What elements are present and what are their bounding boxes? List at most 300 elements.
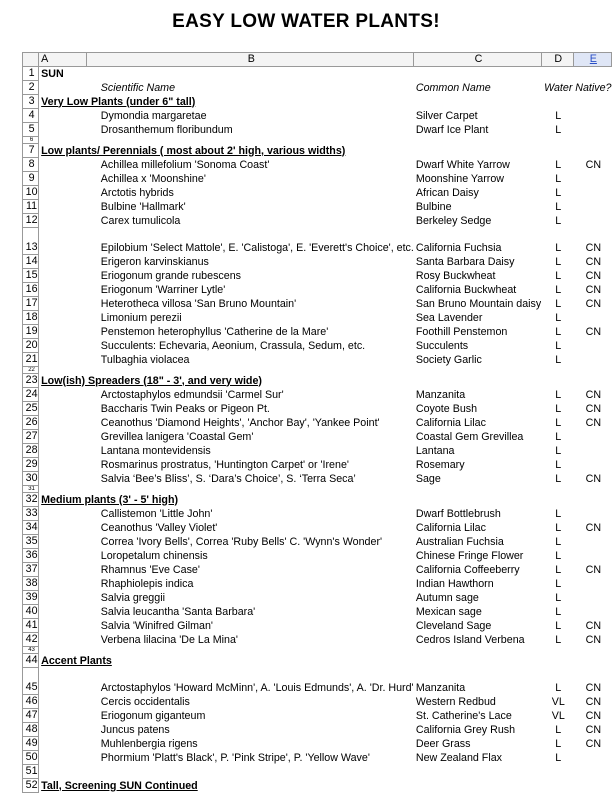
scientific-name-cell[interactable]: Phormium 'Platt's Black', P. 'Pink Stripe', P. 'Yellow Wave' xyxy=(100,751,370,764)
water-cell[interactable]: L xyxy=(555,388,562,401)
row-number[interactable]: 11 xyxy=(23,200,39,214)
sheet-row xyxy=(23,486,612,493)
common-name-cell[interactable]: Autumn sage xyxy=(415,591,479,604)
scientific-name-cell[interactable]: Tulbaghia violacea xyxy=(100,353,190,366)
empty-cell[interactable] xyxy=(87,137,414,144)
water-cell[interactable]: L xyxy=(555,416,562,429)
common-name-cell[interactable]: Manzanita xyxy=(415,681,466,694)
native-cell[interactable]: CN xyxy=(585,283,602,296)
cell-a[interactable] xyxy=(39,374,612,388)
row-number[interactable]: 13 xyxy=(23,228,39,255)
cell-a[interactable] xyxy=(39,255,87,269)
row-number[interactable]: 1 xyxy=(23,67,39,81)
scientific-name-cell[interactable]: Achillea millefolium 'Sonoma Coast' xyxy=(100,158,270,171)
scientific-name-cell[interactable]: Muhlenbergia rigens xyxy=(100,737,198,750)
cell-a[interactable] xyxy=(39,633,87,647)
water-cell[interactable]: L xyxy=(555,521,562,534)
scientific-name-cell[interactable]: Rhamnus 'Eve Case' xyxy=(100,563,200,576)
row-number[interactable]: 2 xyxy=(23,81,39,95)
cell-a[interactable] xyxy=(39,95,612,109)
scientific-name-cell[interactable]: Cercis occidentalis xyxy=(100,695,190,708)
empty-cell[interactable] xyxy=(39,367,87,374)
row-number[interactable]: 7 xyxy=(23,144,39,158)
cell-a[interactable] xyxy=(39,214,87,228)
common-name-cell[interactable]: Western Redbud xyxy=(415,695,496,708)
cell-a[interactable] xyxy=(39,144,612,158)
water-cell[interactable]: L xyxy=(555,723,562,736)
cell-a[interactable] xyxy=(39,353,87,367)
common-name-cell[interactable]: San Bruno Mountain daisy xyxy=(415,297,542,310)
row-number[interactable]: 15 xyxy=(23,269,39,283)
sheet-row xyxy=(23,507,612,521)
cell-a[interactable] xyxy=(39,200,87,214)
cell-a[interactable] xyxy=(39,521,87,535)
row-number[interactable]: 3 xyxy=(23,95,39,109)
row-number[interactable]: 37 xyxy=(23,563,39,577)
sheet-row xyxy=(23,647,612,654)
scientific-name-cell[interactable]: Ceanothus 'Valley Violet' xyxy=(100,521,218,534)
water-cell[interactable]: L xyxy=(555,737,562,750)
empty-cell[interactable] xyxy=(414,647,541,654)
row-number[interactable]: 38 xyxy=(23,577,39,591)
row-number[interactable]: 28 xyxy=(23,444,39,458)
row-number[interactable]: 16 xyxy=(23,283,39,297)
column-header-e[interactable]: E xyxy=(573,53,611,67)
scientific-name-cell[interactable]: Carex tumulicola xyxy=(100,214,181,227)
empty-cell[interactable] xyxy=(87,486,414,493)
native-cell[interactable] xyxy=(573,458,611,472)
cell-a[interactable] xyxy=(39,723,87,737)
cell-a[interactable] xyxy=(39,472,87,486)
native-cell[interactable] xyxy=(573,214,611,228)
water-cell[interactable]: L xyxy=(555,255,562,268)
cell-a[interactable] xyxy=(39,737,87,751)
scientific-name-cell[interactable]: Loropetalum chinensis xyxy=(100,549,208,562)
cell-a[interactable] xyxy=(39,311,87,325)
cell-a[interactable] xyxy=(39,172,87,186)
native-cell[interactable]: CN xyxy=(585,723,602,736)
scientific-name-cell[interactable]: Lantana montevidensis xyxy=(100,444,211,457)
row-number[interactable]: 36 xyxy=(23,549,39,563)
native-cell[interactable]: CN xyxy=(585,269,602,282)
cell-a[interactable] xyxy=(39,591,87,605)
water-cell[interactable]: VL xyxy=(551,695,565,708)
water-cell[interactable]: L xyxy=(555,214,562,227)
cell-a[interactable] xyxy=(39,228,87,255)
common-name-cell[interactable]: Australian Fuchsia xyxy=(415,535,504,548)
sheet-row xyxy=(23,67,612,81)
row-number[interactable]: 45 xyxy=(23,668,39,695)
cell-a[interactable] xyxy=(39,444,87,458)
common-name-cell[interactable]: Rosy Buckwheat xyxy=(415,269,496,282)
cell-a[interactable] xyxy=(39,577,87,591)
empty-cell[interactable] xyxy=(39,137,87,144)
row-number[interactable]: 29 xyxy=(23,458,39,472)
empty-cell[interactable] xyxy=(87,765,414,779)
empty-cell[interactable] xyxy=(541,765,573,779)
sheet-row xyxy=(23,200,612,214)
common-name-cell[interactable]: Silver Carpet xyxy=(415,109,478,122)
native-cell[interactable] xyxy=(573,353,611,367)
row-number[interactable]: 30 xyxy=(23,472,39,486)
cell-a[interactable] xyxy=(39,695,87,709)
water-cell[interactable]: L xyxy=(555,158,562,171)
water-cell[interactable]: L xyxy=(555,591,562,604)
scientific-name-cell[interactable]: Rosmarinus prostratus, 'Huntington Carpet' or 'Irene' xyxy=(100,458,349,471)
scientific-name-cell[interactable]: Arctostaphylos 'Howard McMinn', A. 'Louis Edmunds', A. 'Dr. Hurd' xyxy=(100,681,414,694)
row-number[interactable]: 34 xyxy=(23,521,39,535)
water-cell[interactable]: L xyxy=(555,681,562,694)
scientific-name-cell[interactable]: Callistemon 'Little John' xyxy=(100,507,213,520)
cell-a[interactable] xyxy=(39,402,87,416)
row-number[interactable]: 4 xyxy=(23,109,39,123)
water-cell[interactable]: L xyxy=(555,633,562,646)
water-cell[interactable]: VL xyxy=(551,709,565,722)
native-cell[interactable]: CN xyxy=(585,388,602,401)
cell-a[interactable] xyxy=(39,493,612,507)
common-name-cell[interactable]: California Fuchsia xyxy=(415,241,502,254)
row-number[interactable]: 39 xyxy=(23,591,39,605)
cell-a[interactable] xyxy=(39,158,87,172)
native-cell[interactable] xyxy=(573,591,611,605)
cell-a[interactable] xyxy=(39,535,87,549)
scientific-name-cell[interactable]: Arctotis hybrids xyxy=(100,186,174,199)
cell-a[interactable] xyxy=(39,605,87,619)
scientific-name-cell[interactable]: Drosanthemum floribundum xyxy=(100,123,233,136)
select-all-corner[interactable] xyxy=(23,53,39,67)
water-cell[interactable]: L xyxy=(555,402,562,415)
empty-cell[interactable] xyxy=(414,137,541,144)
row-number[interactable]: 32 xyxy=(23,493,39,507)
row-number[interactable]: 19 xyxy=(23,325,39,339)
sheet-row xyxy=(23,109,612,123)
water-cell[interactable]: L xyxy=(555,311,562,324)
native-cell[interactable] xyxy=(573,200,611,214)
common-name-header[interactable]: Common Name xyxy=(415,81,491,94)
water-cell[interactable]: L xyxy=(555,172,562,185)
scientific-name-cell[interactable]: Succulents: Echevaria, Aeonium, Crassula, Sedum, etc. xyxy=(100,339,366,352)
common-name-cell[interactable]: Indian Hawthorn xyxy=(415,577,494,590)
row-number[interactable]: 10 xyxy=(23,186,39,200)
row-number[interactable]: 46 xyxy=(23,695,39,709)
scientific-name-cell[interactable]: Eriogonum grande rubescens xyxy=(100,269,241,282)
native-header[interactable]: Native? xyxy=(575,81,612,94)
cell-a[interactable] xyxy=(39,549,87,563)
water-cell[interactable]: L xyxy=(555,186,562,199)
water-cell[interactable]: L xyxy=(555,430,562,443)
empty-cell[interactable] xyxy=(573,647,611,654)
row-number[interactable]: 5 xyxy=(23,123,39,137)
water-cell[interactable]: L xyxy=(555,109,562,122)
scientific-name-cell[interactable]: Erigeron karvinskianus xyxy=(100,255,209,268)
water-cell[interactable]: L xyxy=(555,535,562,548)
native-cell[interactable]: CN xyxy=(585,563,602,576)
row-number[interactable]: 42 xyxy=(23,633,39,647)
row-number[interactable]: 51 xyxy=(23,765,39,779)
row-number[interactable]: 21 xyxy=(23,353,39,367)
native-cell[interactable]: CN xyxy=(585,255,602,268)
column-header-b[interactable]: B xyxy=(87,53,414,67)
cell-a[interactable] xyxy=(39,67,612,81)
common-name-cell[interactable]: Foothill Penstemon xyxy=(415,325,508,338)
row-number[interactable]: 27 xyxy=(23,430,39,444)
column-header-a[interactable]: A xyxy=(39,53,87,67)
scientific-name-cell[interactable]: Salvia ‘Bee’s Bliss’, S. ‘Dara’s Choice’, S. ‘Terra Seca’ xyxy=(100,472,356,485)
scientific-name-cell[interactable]: Rhaphiolepis indica xyxy=(100,577,194,590)
water-cell[interactable]: L xyxy=(555,563,562,576)
common-name-cell[interactable]: Society Garlic xyxy=(415,353,482,366)
scientific-name-cell[interactable]: Dymondia margaretae xyxy=(100,109,207,122)
cell-a[interactable] xyxy=(39,339,87,353)
water-cell[interactable]: L xyxy=(555,619,562,632)
water-cell[interactable]: L xyxy=(555,472,562,485)
scientific-name-cell[interactable]: Verbena lilacina 'De La Mina' xyxy=(100,633,238,646)
native-cell[interactable] xyxy=(573,311,611,325)
common-name-cell[interactable]: Santa Barbara Daisy xyxy=(415,255,515,268)
common-name-cell[interactable]: Manzanita xyxy=(415,388,466,401)
cell-a[interactable] xyxy=(39,751,87,765)
cell-a[interactable] xyxy=(39,654,612,668)
cell-a[interactable] xyxy=(39,186,87,200)
water-cell[interactable]: L xyxy=(555,241,562,254)
native-cell[interactable] xyxy=(573,123,611,137)
common-name-cell[interactable]: St. Catherine's Lace xyxy=(415,709,512,722)
common-name-cell[interactable]: Deer Grass xyxy=(415,737,471,750)
empty-cell[interactable] xyxy=(414,367,541,374)
native-cell[interactable] xyxy=(573,507,611,521)
water-cell[interactable]: L xyxy=(555,458,562,471)
scientific-name-cell[interactable]: Eriogonum 'Warriner Lytle' xyxy=(100,283,226,296)
row-number[interactable]: 14 xyxy=(23,255,39,269)
native-cell[interactable]: CN xyxy=(585,633,602,646)
empty-cell[interactable] xyxy=(573,486,611,493)
row-number[interactable]: 17 xyxy=(23,297,39,311)
cell-a[interactable] xyxy=(39,269,87,283)
native-cell[interactable] xyxy=(573,339,611,353)
row-number[interactable]: 50 xyxy=(23,751,39,765)
common-name-cell[interactable]: Coyote Bush xyxy=(415,402,478,415)
common-name-cell[interactable]: Coastal Gem Grevillea xyxy=(415,430,524,443)
common-name-cell[interactable]: Berkeley Sedge xyxy=(415,214,492,227)
row-number[interactable]: 18 xyxy=(23,311,39,325)
common-name-cell[interactable]: Succulents xyxy=(415,339,469,352)
common-name-cell[interactable]: New Zealand Flax xyxy=(415,751,502,764)
common-name-cell[interactable]: Dwarf White Yarrow xyxy=(415,158,510,171)
common-name-cell[interactable]: Bulbine xyxy=(415,200,452,213)
native-cell[interactable] xyxy=(573,577,611,591)
native-cell[interactable] xyxy=(573,430,611,444)
row-number[interactable]: 24 xyxy=(23,388,39,402)
native-cell[interactable] xyxy=(573,535,611,549)
common-name-cell[interactable]: California Grey Rush xyxy=(415,723,516,736)
empty-cell[interactable] xyxy=(414,486,541,493)
row-number[interactable]: 25 xyxy=(23,402,39,416)
water-cell[interactable]: L xyxy=(555,325,562,338)
scientific-name-cell[interactable]: Salvia leucantha 'Santa Barbara' xyxy=(100,605,256,618)
empty-cell[interactable] xyxy=(87,367,414,374)
row-number[interactable]: 33 xyxy=(23,507,39,521)
empty-cell[interactable] xyxy=(39,486,87,493)
common-name-cell[interactable]: Lantana xyxy=(415,444,455,457)
native-cell[interactable]: CN xyxy=(585,241,602,254)
cell-a[interactable] xyxy=(39,458,87,472)
row-number[interactable]: 26 xyxy=(23,416,39,430)
cell-a[interactable] xyxy=(39,388,87,402)
water-cell[interactable]: L xyxy=(555,577,562,590)
scientific-name-cell[interactable]: Baccharis Twin Peaks or Pigeon Pt. xyxy=(100,402,270,415)
native-cell[interactable]: CN xyxy=(585,681,602,694)
sheet-row xyxy=(23,737,612,751)
native-cell[interactable]: CN xyxy=(585,737,602,750)
sheet-row xyxy=(23,374,612,388)
cell-a[interactable] xyxy=(39,325,87,339)
scientific-name-cell[interactable]: Ceanothus 'Diamond Heights', 'Anchor Bay', 'Yankee Point' xyxy=(100,416,380,429)
water-cell[interactable]: L xyxy=(555,549,562,562)
empty-cell[interactable] xyxy=(541,647,573,654)
row-number[interactable]: 22 xyxy=(23,367,39,374)
scientific-name-cell[interactable]: Arctostaphylos edmundsii 'Carmel Sur' xyxy=(100,388,284,401)
common-name-cell[interactable]: Sage xyxy=(415,472,441,485)
common-name-cell[interactable]: Rosemary xyxy=(415,458,465,471)
water-cell[interactable]: L xyxy=(555,297,562,310)
scientific-name-cell[interactable]: Salvia 'Winifred Gilman' xyxy=(100,619,213,632)
water-cell[interactable]: L xyxy=(555,605,562,618)
cell-a[interactable] xyxy=(39,563,87,577)
native-cell[interactable]: CN xyxy=(585,472,602,485)
common-name-cell[interactable]: Mexican sage xyxy=(415,605,482,618)
empty-cell[interactable] xyxy=(541,486,573,493)
row-number[interactable]: 49 xyxy=(23,737,39,751)
water-cell[interactable]: L xyxy=(555,353,562,366)
sheet-row xyxy=(23,339,612,353)
scientific-name-cell[interactable]: Penstemon heterophyllus 'Catherine de la Mare' xyxy=(100,325,329,338)
sheet-row xyxy=(23,493,612,507)
empty-cell[interactable] xyxy=(573,367,611,374)
scientific-name-cell[interactable]: Juncus patens xyxy=(100,723,170,736)
native-cell[interactable] xyxy=(573,549,611,563)
scientific-name-cell[interactable]: Bulbine 'Hallmark' xyxy=(100,200,186,213)
empty-cell[interactable] xyxy=(541,137,573,144)
cell-a[interactable] xyxy=(39,668,87,695)
row-number[interactable]: 40 xyxy=(23,605,39,619)
empty-cell[interactable] xyxy=(573,765,611,779)
empty-cell[interactable] xyxy=(39,765,87,779)
cell-a[interactable] xyxy=(39,779,612,793)
row-number[interactable]: 43 xyxy=(23,647,39,654)
common-name-cell[interactable]: Dwarf Ice Plant xyxy=(415,123,489,136)
native-cell[interactable]: CN xyxy=(585,297,602,310)
empty-cell[interactable] xyxy=(414,765,541,779)
row-number[interactable]: 48 xyxy=(23,723,39,737)
cell-a[interactable] xyxy=(39,81,87,95)
row-number[interactable]: 52 xyxy=(23,779,39,793)
scientific-name-header[interactable]: Scientific Name xyxy=(100,81,176,94)
water-cell[interactable]: L xyxy=(555,123,562,136)
common-name-cell[interactable]: Dwarf Bottlebrush xyxy=(415,507,501,520)
row-number[interactable]: 8 xyxy=(23,158,39,172)
native-cell[interactable]: CN xyxy=(585,619,602,632)
common-name-cell[interactable]: Cleveland Sage xyxy=(415,619,492,632)
cell-a[interactable] xyxy=(39,283,87,297)
common-name-cell[interactable]: Chinese Fringe Flower xyxy=(415,549,524,562)
water-cell[interactable]: L xyxy=(555,283,562,296)
common-name-cell[interactable]: California Buckwheat xyxy=(415,283,517,296)
native-cell[interactable]: CN xyxy=(585,521,602,534)
scientific-name-cell[interactable]: Achillea x 'Moonshine' xyxy=(100,172,206,185)
native-cell[interactable] xyxy=(573,751,611,765)
common-name-cell[interactable]: Sea Lavender xyxy=(415,311,483,324)
native-cell[interactable] xyxy=(573,444,611,458)
common-name-cell[interactable]: California Lilac xyxy=(415,521,486,534)
row-number[interactable]: 9 xyxy=(23,172,39,186)
row-number[interactable]: 20 xyxy=(23,339,39,353)
water-cell[interactable]: L xyxy=(555,751,562,764)
row-number[interactable]: 47 xyxy=(23,709,39,723)
native-cell[interactable]: CN xyxy=(585,325,602,338)
native-cell[interactable]: CN xyxy=(585,709,602,722)
scientific-name-cell[interactable]: Epilobium 'Select Mattole', E. 'Calistoga', E. 'Everett's Choice', etc. xyxy=(100,241,414,254)
cell-a[interactable] xyxy=(39,507,87,521)
empty-cell[interactable] xyxy=(541,367,573,374)
water-cell[interactable]: L xyxy=(555,200,562,213)
water-cell[interactable]: L xyxy=(555,507,562,520)
cell-a[interactable] xyxy=(39,109,87,123)
scientific-name-cell[interactable]: Eriogonum giganteum xyxy=(100,709,206,722)
native-cell[interactable]: CN xyxy=(585,158,602,171)
row-number[interactable]: 44 xyxy=(23,654,39,668)
native-cell[interactable]: CN xyxy=(585,416,602,429)
row-number[interactable]: 12 xyxy=(23,214,39,228)
common-name-cell[interactable]: African Daisy xyxy=(415,186,479,199)
row-number[interactable]: 41 xyxy=(23,619,39,633)
scientific-name-cell[interactable]: Salvia greggii xyxy=(100,591,165,604)
row-number[interactable]: 35 xyxy=(23,535,39,549)
row-number[interactable]: 6 xyxy=(23,137,39,144)
cell-a[interactable] xyxy=(39,123,87,137)
common-name-cell[interactable]: Cedros Island Verbena xyxy=(415,633,525,646)
native-cell[interactable]: CN xyxy=(585,695,602,708)
native-cell[interactable] xyxy=(573,109,611,123)
water-cell[interactable]: L xyxy=(555,339,562,352)
empty-cell[interactable] xyxy=(573,137,611,144)
cell-a[interactable] xyxy=(39,416,87,430)
column-header-c[interactable]: C xyxy=(414,53,541,67)
scientific-name-cell[interactable]: Heterotheca villosa 'San Bruno Mountain' xyxy=(100,297,297,310)
cell-a[interactable] xyxy=(39,297,87,311)
water-cell[interactable]: L xyxy=(555,444,562,457)
common-name-cell[interactable]: Moonshine Yarrow xyxy=(415,172,504,185)
common-name-cell[interactable]: California Coffeeberry xyxy=(415,563,520,576)
water-cell[interactable]: L xyxy=(555,269,562,282)
column-header-d[interactable]: D xyxy=(541,53,573,67)
native-cell[interactable] xyxy=(573,172,611,186)
empty-cell[interactable] xyxy=(39,647,87,654)
native-cell[interactable] xyxy=(573,186,611,200)
empty-cell[interactable] xyxy=(87,647,414,654)
native-cell[interactable] xyxy=(573,605,611,619)
row-number[interactable]: 23 xyxy=(23,374,39,388)
row-number[interactable]: 31 xyxy=(23,486,39,493)
scientific-name-cell[interactable]: Grevillea lanigera 'Coastal Gem' xyxy=(100,430,254,443)
scientific-name-cell[interactable]: Correa 'Ivory Bells', Correa 'Ruby Bells' C. 'Wynn's Wonder' xyxy=(100,535,383,548)
common-name-cell[interactable]: California Lilac xyxy=(415,416,486,429)
native-cell[interactable]: CN xyxy=(585,402,602,415)
scientific-name-cell[interactable]: Limonium perezii xyxy=(100,311,182,324)
cell-a[interactable] xyxy=(39,709,87,723)
cell-a[interactable] xyxy=(39,430,87,444)
water-header[interactable]: Water xyxy=(544,81,573,94)
cell-a[interactable] xyxy=(39,619,87,633)
